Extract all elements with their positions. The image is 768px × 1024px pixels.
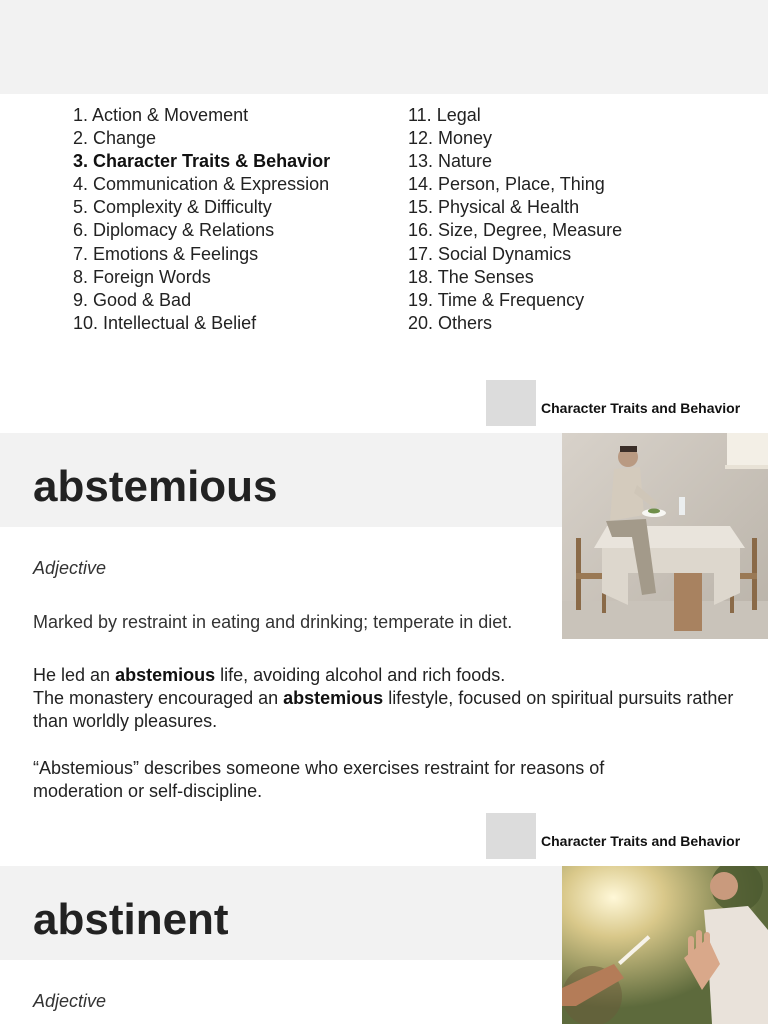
toc-item-17[interactable]: 17. Social Dynamics — [408, 243, 572, 264]
toc-item-8[interactable]: 8. Foreign Words — [73, 266, 211, 287]
toc-item-1[interactable]: 1. Action & Movement — [73, 105, 249, 125]
toc-item-15[interactable]: 15. Physical & Health — [408, 197, 580, 218]
toc-item-4[interactable]: 4. Communication & Expression — [73, 174, 330, 195]
toc-item-3[interactable]: 3. Character Traits & Behavior — [73, 151, 331, 172]
toc-item-9[interactable]: 9. Good & Bad — [73, 289, 192, 310]
usage-note: “Abstemious” describes someone who exercises restraint for reasons of moderation or self-discipline. — [33, 758, 605, 801]
category-label: Character Traits and Behavior — [541, 833, 741, 849]
part-of-speech: Adjective — [33, 991, 107, 1011]
category-tag — [486, 813, 768, 860]
toc-item-16[interactable]: 16. Size, Degree, Measure — [408, 220, 623, 241]
highlighted-word: abstemious — [115, 665, 216, 685]
dining-illustration — [562, 433, 768, 639]
category-label: Character Traits and Behavior — [541, 400, 741, 416]
toc-item-10[interactable]: 10. Intellectual & Belief — [73, 312, 257, 333]
examples — [33, 664, 743, 733]
toc-item-6[interactable]: 6. Diplomacy & Relations — [73, 220, 275, 241]
toc-item-14[interactable]: 14. Person, Place, Thing — [408, 174, 605, 195]
toc-item-11[interactable]: 11. Legal — [408, 105, 481, 125]
top-band — [0, 0, 768, 94]
highlighted-word: abstemious — [283, 688, 384, 708]
example-sentence: He led an abstemious life, avoiding alcohol and rich foods. — [33, 665, 506, 685]
refusal-illustration — [562, 866, 768, 1024]
toc-left-column — [73, 104, 330, 335]
toc-item-18[interactable]: 18. The Senses — [408, 266, 534, 287]
example-sentence: The monastery encouraged an abstemious lifestyle, focused on spiritual pursuits rather than worldly pleasures. — [33, 688, 734, 731]
toc-right-column — [408, 104, 622, 335]
definition: Marked by restraint in eating and drinking; temperate in diet. — [33, 612, 513, 632]
toc-item-13[interactable]: 13. Nature — [408, 151, 493, 172]
headword: abstinent — [33, 895, 229, 944]
category-thumbnail-icon — [486, 380, 536, 426]
category-tag — [486, 380, 768, 427]
toc-item-5[interactable]: 5. Complexity & Difficulty — [73, 197, 272, 218]
headword: abstemious — [33, 462, 278, 511]
toc-item-19[interactable]: 19. Time & Frequency — [408, 289, 585, 310]
category-thumbnail-icon — [486, 813, 536, 859]
toc-item-20[interactable]: 20. Others — [408, 312, 493, 333]
toc-item-7[interactable]: 7. Emotions & Feelings — [73, 243, 259, 264]
toc-item-12[interactable]: 12. Money — [408, 128, 493, 149]
part-of-speech: Adjective — [33, 558, 107, 578]
toc-item-2[interactable]: 2. Change — [73, 128, 157, 149]
